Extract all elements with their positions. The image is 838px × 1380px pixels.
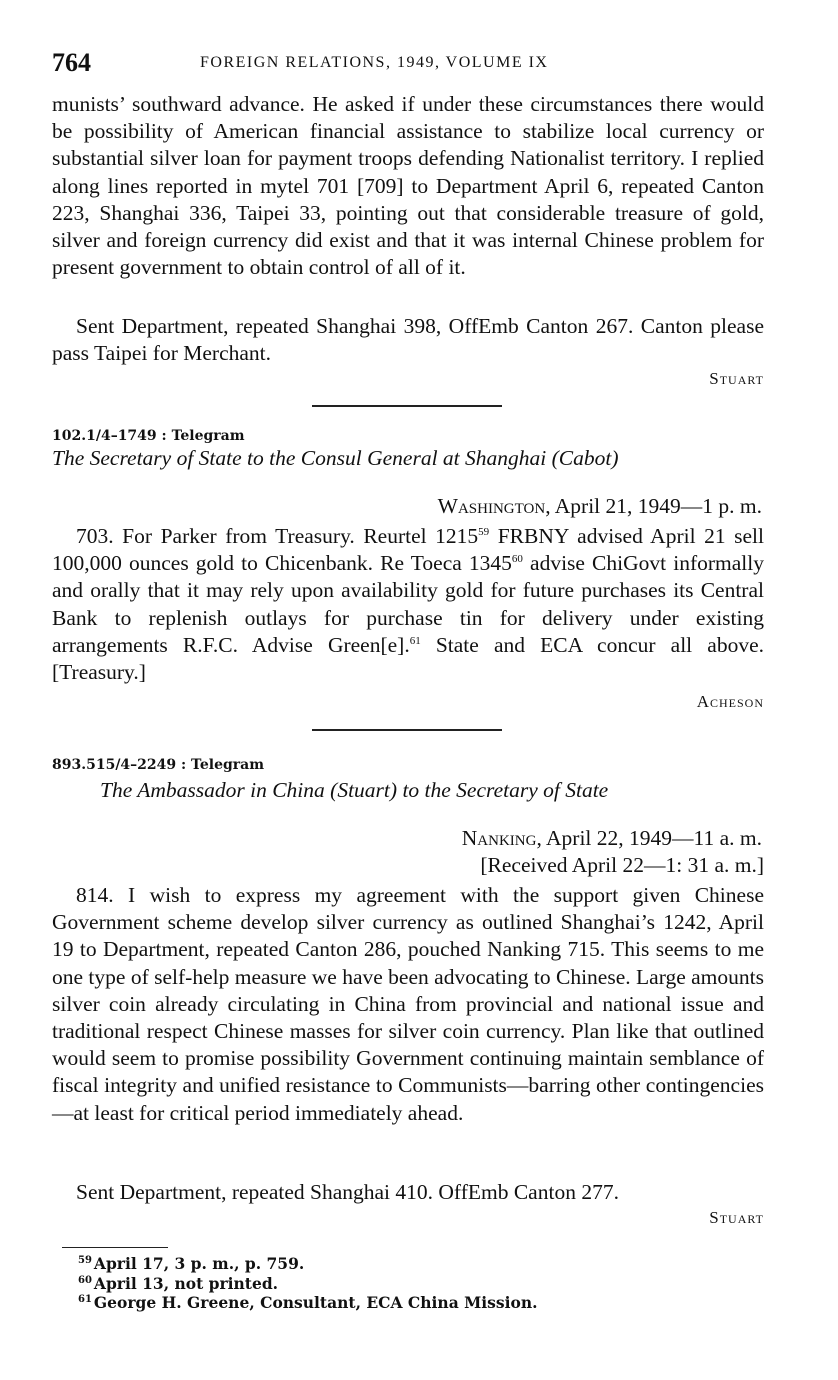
doc2-file-reference: 102.1/4–1749 : Telegram [52,428,245,444]
doc3-sent-line: Sent Department, repeated Shanghai 410. OffEmb Canton 277. [76,1180,619,1204]
footnote-mark: 61 [78,1293,92,1305]
doc2-body-part2: FRBNY advised April 21 sell 100,000 ounces gold to Chicenbank. Re Toeca 1345 [52,524,765,576]
doc2-dateline [438,494,762,519]
section-divider [312,405,502,407]
doc3-title-recipient: to the Secretary of State [402,778,609,802]
footnote-ref-59: 59 [478,525,490,538]
doc3-received-line: [Received April 22—1: 31 a. m.] [480,853,764,877]
doc1-continuation-paragraph: munists’ southward advance. He asked if under these circumstances there would be possibility of American financial assistance to stabilize local currency or substantial silver loan for payment troops defending Nationalist territory. I replied along lines reported in mytel 701 [709] to Department April 6, repeated Canton 223, Shanghai 336, Taipei 33, pointing out that considerable treasure of gold, silver and foreign currency did exist and that it was internal Chinese problem for present government to obtain control of all of it. [52,92,764,280]
doc3-file-reference: 893.515/4–2249 : Telegram [52,757,265,773]
doc2-body-part1: 703. For Parker from Treasury. Reurtel 1215 [76,524,479,548]
doc3-title [100,778,608,803]
doc3-title-main: The Ambassador in China [100,778,325,802]
doc2-body-part3: advise ChiGovt informally and orally that it may rely upon availability gold for future purchases its Central Bank to replenish outlays for purchase tin for delivery under existing arrangements R.F.C. Advise Green[e]. [52,551,764,657]
running-head: FOREIGN RELATIONS, 1949, VOLUME IX [200,54,549,71]
footnote-text: April 17, 3 p. m., p. 759. [93,1254,305,1273]
footnote-divider [62,1247,168,1248]
doc2-title-main: The Secretary of State to the Consul General at Shanghai [52,446,547,470]
footnote-61 [78,1293,538,1312]
footnote-59 [78,1254,304,1273]
page-header [52,48,786,78]
doc2-dateline-place: Washington [437,494,546,518]
doc3-dateline-date: , April 22, 1949—11 a. m. [536,826,762,850]
doc3-title-sender: (Stuart) [330,778,398,802]
footnote-mark: 59 [78,1254,92,1266]
doc3-signature: Stuart [709,1208,764,1227]
footnote-ref-61: 61 [409,634,421,647]
doc2-body-paragraph [52,523,764,686]
doc2-title-recipient: (Cabot) [551,446,619,470]
footnote-mark: 60 [78,1274,92,1286]
footnote-text: April 13, not printed. [93,1274,279,1293]
doc3-dateline-place: Nanking [461,826,537,850]
doc2-signature: Acheson [696,692,764,711]
page-number: 764 [52,48,91,77]
footnote-60 [78,1274,278,1293]
section-divider [312,729,502,731]
footnote-ref-60: 60 [511,553,523,566]
doc2-body-part4: State and ECA concur all above. [Treasury.] [52,632,764,685]
doc2-title [52,446,619,471]
doc1-sent-line: Sent Department, repeated Shanghai 398, OffEmb Canton 267. Canton please pass Taipei for Merchant. [52,314,764,366]
doc1-signature: Stuart [709,369,764,388]
doc2-dateline-date: , April 21, 1949—1 p. m. [545,494,762,518]
doc3-body-paragraph: 814. I wish to express my agreement with the support given Chinese Government scheme develop silver currency as outlined Shanghai’s 1242, April 19 to Department, repeated Canton 286, pouched Nanking 715. This seems to me one type of self-help measure we have been advocating to Chinese. Large amounts silver coin already circulating in China from provincial and national issue and traditional respect Chinese masses for silver coin currency. Plan like that outlined would seem to promise possibility Government continuing maintain semblance of fiscal integrity and unified resistance to Communists—barring other contingencies—at least for critical period immediately ahead. [52,883,764,1125]
footnote-text: George H. Greene, Consultant, ECA China Mission. [93,1293,538,1312]
doc3-dateline [462,826,762,851]
